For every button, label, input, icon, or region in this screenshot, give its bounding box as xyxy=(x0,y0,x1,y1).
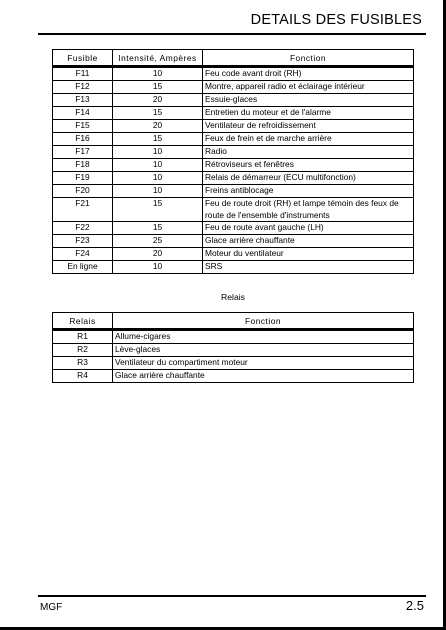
fuse-id-cell: En ligne xyxy=(53,261,113,274)
table-row xyxy=(53,120,414,133)
fuse-id-cell: F17 xyxy=(53,146,113,159)
function-cell: SRS xyxy=(203,261,414,274)
relay-id-cell: R3 xyxy=(53,357,113,370)
relay-id-cell: R2 xyxy=(53,344,113,357)
amperage-cell: 20 xyxy=(113,248,203,261)
relay-table-header xyxy=(53,313,414,330)
fuse-id-cell: F23 xyxy=(53,235,113,248)
function-cell: Radio xyxy=(203,146,414,159)
table-row xyxy=(53,357,414,370)
function-cell: Ventilateur de refroidissement xyxy=(203,120,414,133)
function-cell: Montre, appareil radio et éclairage intérieur xyxy=(203,81,414,94)
header-rule xyxy=(38,33,426,35)
column-header-fuse: Fusible xyxy=(53,50,113,67)
table-row xyxy=(53,235,414,248)
table-row xyxy=(53,159,414,172)
function-cell: Feu de route droit (RH) et lampe témoin des feux de route de l'ensemble d'instruments xyxy=(203,198,414,222)
function-cell: Moteur du ventilateur xyxy=(203,248,414,261)
amperage-cell: 10 xyxy=(113,261,203,274)
relay-function-cell: Allume-cigares xyxy=(113,330,414,344)
fuse-id-cell: F16 xyxy=(53,133,113,146)
function-cell: Glace arrière chauffante xyxy=(203,235,414,248)
relay-function-cell: Ventilateur du compartiment moteur xyxy=(113,357,414,370)
relay-function-cell: Lève-glaces xyxy=(113,344,414,357)
fuse-id-cell: F14 xyxy=(53,107,113,120)
fuse-id-cell: F18 xyxy=(53,159,113,172)
fuse-id-cell: F11 xyxy=(53,67,113,81)
function-cell: Feux de frein et de marche arrière xyxy=(203,133,414,146)
amperage-cell: 20 xyxy=(113,94,203,107)
fuse-table-body xyxy=(53,67,414,274)
page-title: DETAILS DES FUSIBLES xyxy=(250,12,422,28)
fuse-table xyxy=(52,49,414,274)
relay-function-cell: Glace arrière chauffante xyxy=(113,370,414,383)
table-row xyxy=(53,94,414,107)
table-row xyxy=(53,146,414,159)
table-row xyxy=(53,133,414,146)
table-row xyxy=(53,107,414,120)
table-row xyxy=(53,172,414,185)
amperage-cell: 15 xyxy=(113,198,203,222)
amperage-cell: 15 xyxy=(113,81,203,94)
column-header-relay-function: Fonction xyxy=(113,313,414,330)
footer-model: MGF xyxy=(40,602,63,613)
relay-id-cell: R4 xyxy=(53,370,113,383)
table-row xyxy=(53,344,414,357)
footer-rule xyxy=(38,595,426,597)
table-row xyxy=(53,198,414,222)
amperage-cell: 15 xyxy=(113,133,203,146)
fuse-id-cell: F21 xyxy=(53,198,113,222)
fuse-table-header xyxy=(53,50,414,67)
amperage-cell: 10 xyxy=(113,185,203,198)
fuse-id-cell: F12 xyxy=(53,81,113,94)
amperage-cell: 10 xyxy=(113,146,203,159)
fuse-id-cell: F19 xyxy=(53,172,113,185)
amperage-cell: 10 xyxy=(113,67,203,81)
amperage-cell: 10 xyxy=(113,159,203,172)
table-row xyxy=(53,261,414,274)
function-cell: Essuie-glaces xyxy=(203,94,414,107)
table-row xyxy=(53,330,414,344)
table-row xyxy=(53,248,414,261)
relay-table-body xyxy=(53,330,414,383)
fuse-id-cell: F22 xyxy=(53,222,113,235)
amperage-cell: 15 xyxy=(113,107,203,120)
amperage-cell: 20 xyxy=(113,120,203,133)
table-row xyxy=(53,81,414,94)
relay-table xyxy=(52,312,414,383)
function-cell: Feu code avant droit (RH) xyxy=(203,67,414,81)
column-header-function: Fonction xyxy=(203,50,414,67)
column-header-amperage: Intensité, Ampères xyxy=(113,50,203,67)
relay-id-cell: R1 xyxy=(53,330,113,344)
function-cell: Freins antiblocage xyxy=(203,185,414,198)
relay-section-label: Relais xyxy=(221,292,245,302)
table-row xyxy=(53,222,414,235)
fuse-id-cell: F24 xyxy=(53,248,113,261)
function-cell: Rétroviseurs et fenêtres xyxy=(203,159,414,172)
page-number: 2.5 xyxy=(405,598,424,613)
fuse-id-cell: F15 xyxy=(53,120,113,133)
fuse-id-cell: F20 xyxy=(53,185,113,198)
fuse-id-cell: F13 xyxy=(53,94,113,107)
table-row xyxy=(53,67,414,81)
function-cell: Feu de route avant gauche (LH) xyxy=(203,222,414,235)
amperage-cell: 15 xyxy=(113,222,203,235)
amperage-cell: 25 xyxy=(113,235,203,248)
function-cell: Entretien du moteur et de l'alarme xyxy=(203,107,414,120)
amperage-cell: 10 xyxy=(113,172,203,185)
column-header-relay: Relais xyxy=(53,313,113,330)
function-cell: Relais de démarreur (ECU multifonction) xyxy=(203,172,414,185)
table-row xyxy=(53,370,414,383)
table-row xyxy=(53,185,414,198)
